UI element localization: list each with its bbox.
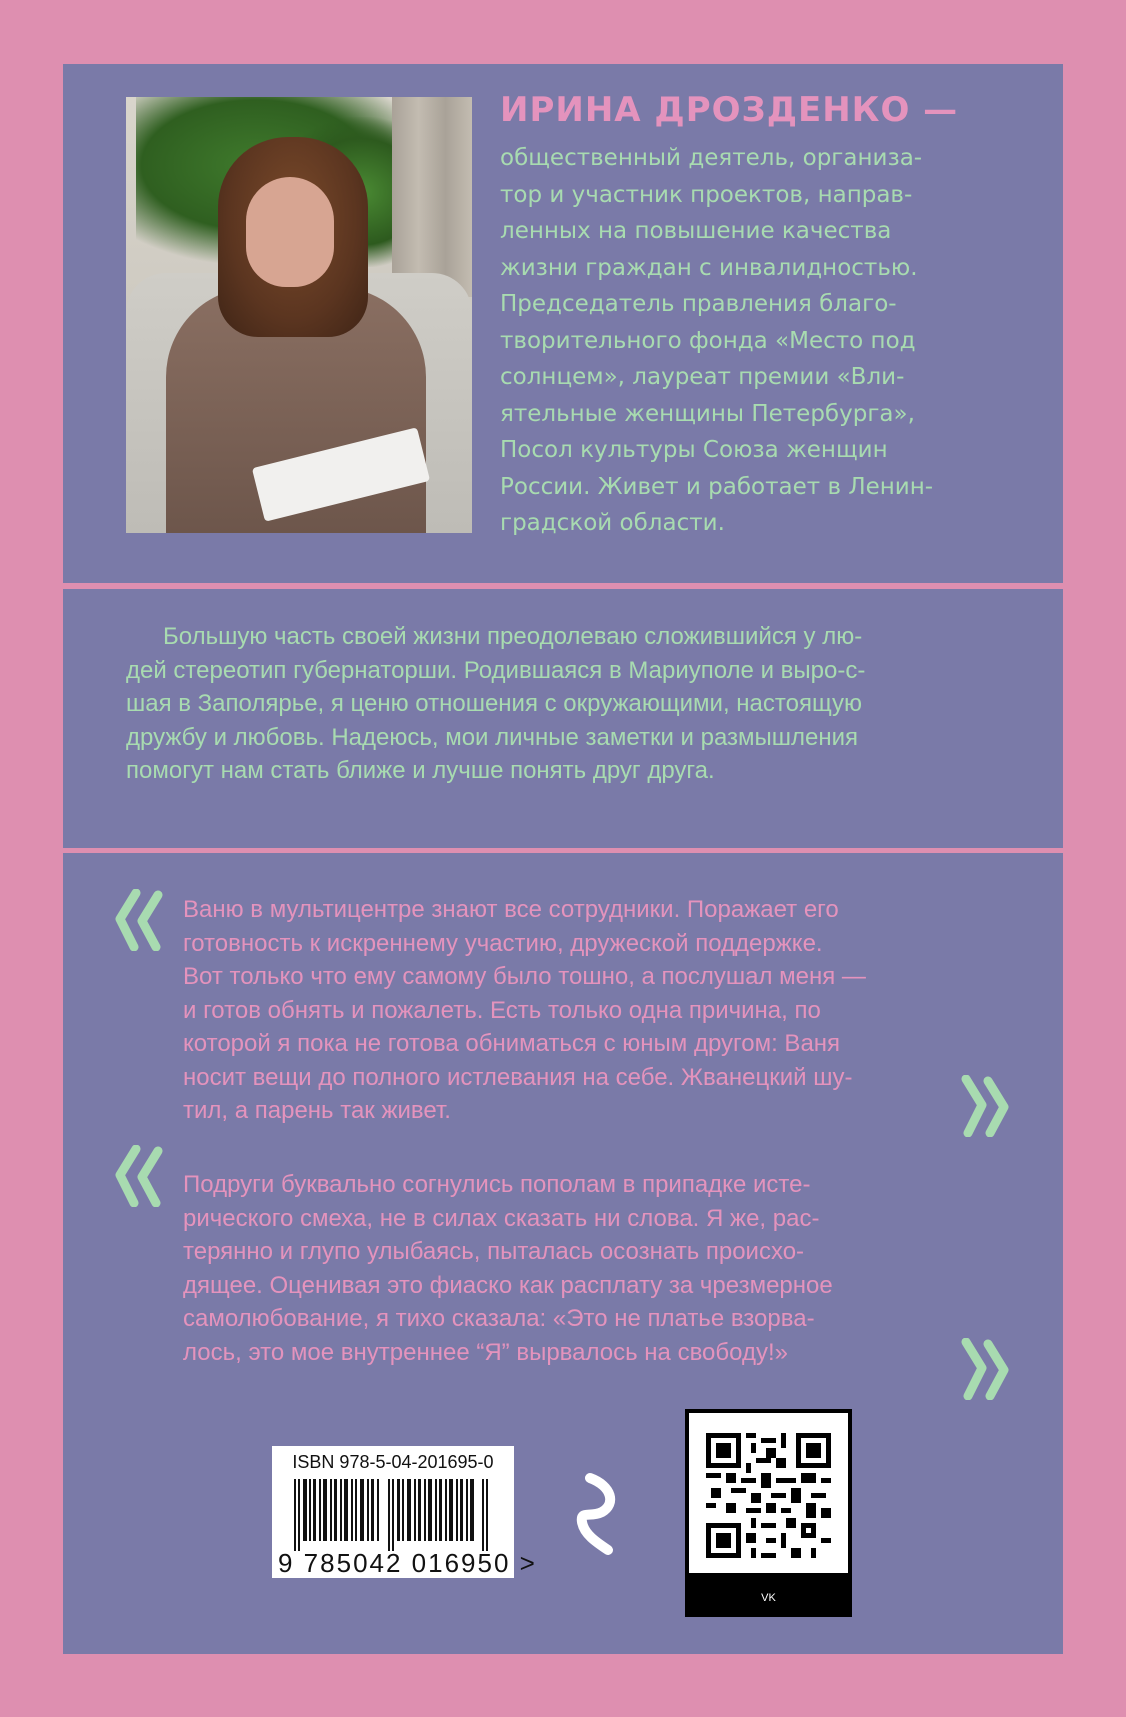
quote-line: самолюбование, я тихо сказала: «Это не платье взорва- [183,1305,815,1332]
qr-pattern [706,1433,831,1558]
isbn-text: ISBN 978-5-04-201695-0 [292,1452,494,1472]
quote-line: Ваню в мультицентре знают все сотрудники. Поражает его [183,896,839,923]
quote-1 [183,893,943,1128]
quote-2 [183,1168,943,1369]
open-quote-icon [114,1145,166,1207]
barcode-bars [294,1479,490,1551]
about-paragraph [126,620,1006,788]
quote-line: носит вещи до полного истлевания на себе. Жванецкий шу- [183,1063,853,1091]
about-line: Большую часть своей жизни преодолеваю сложившийся у лю- [163,623,863,650]
bio-line: градской области. [500,510,725,536]
author-name: ИРИНА ДРОЗДЕНКО — [500,90,959,130]
bio-line: творительного фонда «Место под [500,327,916,354]
bio-line: тор и участник проектов, направ- [500,181,913,208]
bio-line: Председатель правления благо- [500,291,897,317]
author-photo [126,97,472,533]
quote-line: дящее. Оценивая это фиаско как расплату за чрезмерное [183,1271,833,1299]
bio-line: общественный деятель, организа- [500,145,923,171]
quote-line: лось, это мое внутреннее “Я” вырвалось на свободу!» [183,1338,788,1366]
open-quote-icon [114,889,166,951]
close-quote-icon [958,1338,1010,1400]
barcode-digits: 9 785042 016950 > [278,1548,537,1578]
quote-line: готовность к искреннему участию, дружеской поддержке. [183,929,823,957]
bio-line: ятельные женщины Петербурга», [500,400,915,427]
quote-line: и готов обнять и пожалеть. Есть только одна причина, по [183,996,821,1024]
bio-line: солнцем», лауреат премии «Вли- [500,364,905,390]
about-line: помогут нам стать ближе и лучше понять друг друга. [126,757,715,784]
bio-line: ленных на повышение качества [500,218,892,244]
qr-label: VK [761,1592,776,1604]
isbn-barcode [272,1446,537,1578]
bio-line: России. Живет и работает в Ленин- [500,473,934,500]
quote-line: терянно и глупо улыбаясь, пыталась осознать происхо- [183,1238,805,1265]
bio-line: жизни граждан с инвалидностью. [500,254,918,281]
about-line: шая в Заполярье, я ценю отношения с окружающими, настоящую [126,690,862,717]
quote-line: Вот только что ему самому было тошно, а послушал меня — [183,963,866,990]
quote-line: Подруги буквально согнулись пополам в припадке исте- [183,1171,811,1198]
publisher-logo-icon [572,1470,622,1556]
quote-line: тил, а парень так живет. [183,1097,451,1124]
quote-line: которой я пока не готова обниматься с юным другом: Ваня [183,1030,841,1057]
quote-line: рического смеха, не в силах сказать ни слова. Я же, рас- [183,1204,820,1232]
bio-line: Посол культуры Союза женщин [500,437,888,463]
qr-code[interactable] [685,1409,852,1617]
author-bio [500,140,1000,542]
about-line: дружбу и любовь. Надеюсь, мои личные заметки и размышления [126,723,859,751]
close-quote-icon [958,1075,1010,1137]
about-line: дей стереотип губернаторши. Родившаяся в Мариуполе и выро-с- [126,656,866,684]
